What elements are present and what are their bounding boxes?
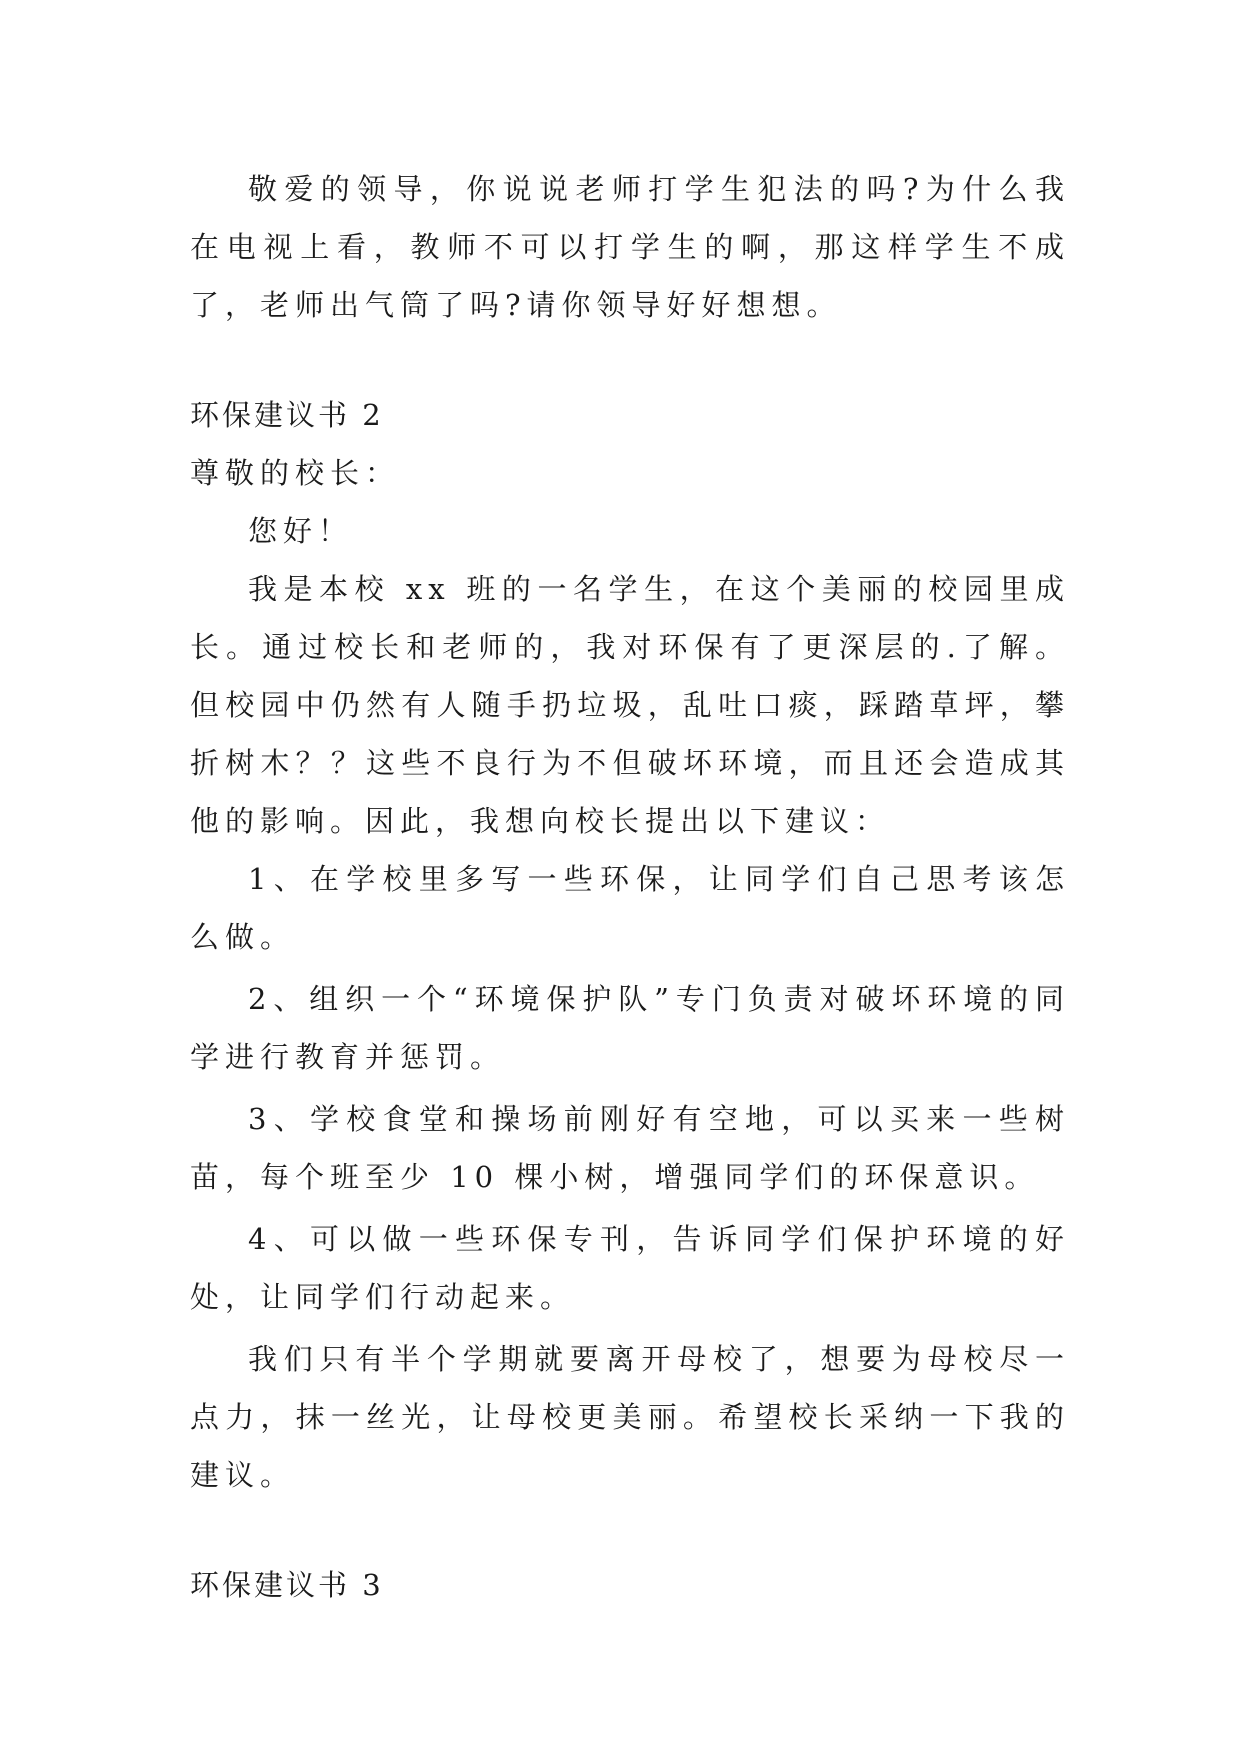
- section-3-title: 环保建议书 3: [190, 1568, 384, 1602]
- intro-paragraph: 敬爱的领导，你说说老师打学生犯法的吗?为什么我在电视上看，教师不可以打学生的啊，那这样学生不成了，老师出气筒了吗?请你领导好好想想。: [190, 172, 1070, 322]
- body-paragraph: 我是本校 xx 班的一名学生，在这个美丽的校园里成长。通过校长和老师的，我对环保有了更深层的.了解。但校园中仍然有人随手扔垃圾，乱吐口痰，踩踏草坪，攀折树木？？这些不良行为不但破坏环境，而且还会造成其他的影响。因此，我想向校长提出以下建议：: [190, 572, 1070, 838]
- section-2-title: 环保建议书 2: [190, 398, 384, 432]
- suggestion-item-3: 3、学校食堂和操场前刚好有空地，可以买来一些树苗，每个班至少 10 棵小树，增强同学们的环保意识。: [190, 1102, 1070, 1194]
- suggestion-item-1: 1、在学校里多写一些环保，让同学们自己思考该怎么做。: [190, 862, 1070, 954]
- section-spacer: [190, 1504, 1070, 1556]
- greeting: 您好！: [248, 514, 354, 548]
- document-body: [190, 160, 1070, 1614]
- section-spacer: [190, 334, 1070, 386]
- suggestion-item-4: 4、可以做一些环保专刊，告诉同学们保护环境的好处，让同学们行动起来。: [190, 1222, 1070, 1314]
- salutation: 尊敬的校长：: [190, 456, 401, 490]
- suggestion-item-2: 2、组织一个“环境保护队”专门负责对破坏环境的同学进行教育并惩罚。: [190, 982, 1070, 1074]
- closing-paragraph: 我们只有半个学期就要离开母校了，想要为母校尽一点力，抹一丝光，让母校更美丽。希望校长采纳一下我的建议。: [190, 1342, 1070, 1492]
